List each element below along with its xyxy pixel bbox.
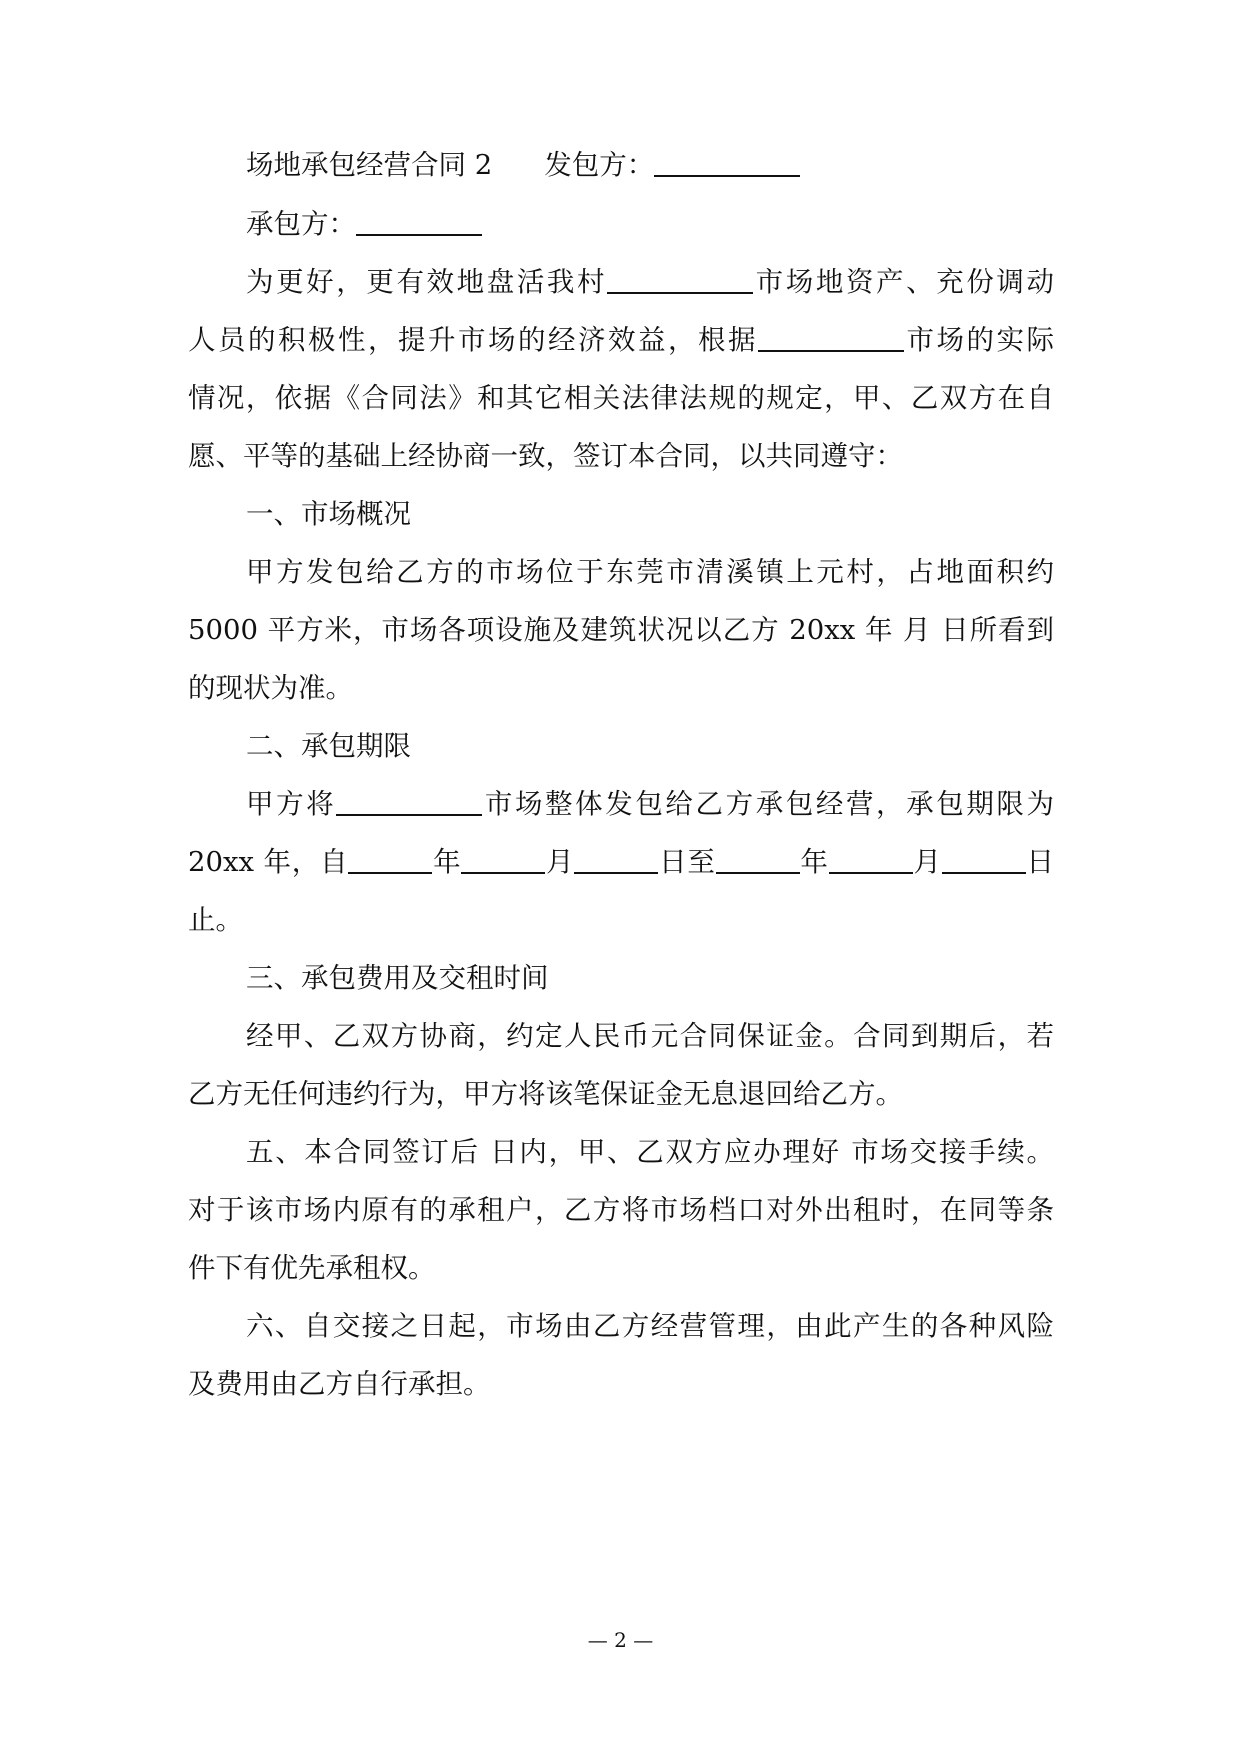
section-heading-3: 三、承包费用及交租时间 bbox=[246, 962, 549, 994]
party-b-line bbox=[246, 204, 482, 244]
year-label: 年 bbox=[799, 846, 829, 878]
section1-line-1: 甲方发包给乙方的市场位于东莞市清溪镇上元村，占地面积约 bbox=[246, 556, 1054, 588]
section-heading-2: 二、承包期限 bbox=[246, 730, 411, 762]
section5-line-2: 对于该市场内原有的承租户，乙方将市场档口对外出租时，在同等条 bbox=[188, 1194, 1054, 1226]
preamble-line-2 bbox=[188, 320, 1054, 360]
market-blank bbox=[758, 324, 904, 352]
party-a-label: 发包方： bbox=[544, 149, 655, 181]
end-year-blank bbox=[716, 846, 800, 874]
section5-line-3: 件下有优先承租权。 bbox=[188, 1252, 436, 1284]
party-b-blank bbox=[356, 208, 482, 236]
section2-line-3: 止。 bbox=[188, 904, 243, 936]
month-label: 月 bbox=[545, 846, 575, 878]
start-day-blank bbox=[574, 846, 658, 874]
end-day-blank bbox=[942, 846, 1026, 874]
section3-line-1: 经甲、乙双方协商，约定人民币元合同保证金。合同到期后，若 bbox=[246, 1020, 1054, 1052]
month-label: 月 bbox=[912, 846, 942, 878]
end-month-blank bbox=[829, 846, 913, 874]
preamble-line-3: 情况，依据《合同法》和其它相关法律法规的规定，甲、乙双方在自 bbox=[188, 382, 1054, 414]
day-label: 日 bbox=[1025, 846, 1054, 878]
village-blank bbox=[607, 266, 753, 294]
preamble-text: 市场地资产、充份调动 bbox=[753, 266, 1055, 298]
section6-line-1: 六、自交接之日起，市场由乙方经营管理，由此产生的各种风险 bbox=[246, 1310, 1054, 1342]
section1-line-2: 5000 平方米，市场各项设施及建筑状况以乙方 20xx 年 月 日所看到 bbox=[188, 614, 1054, 646]
section1-line-3: 的现状为准。 bbox=[188, 672, 353, 704]
party-a-blank bbox=[654, 149, 800, 177]
start-month-blank bbox=[461, 846, 545, 874]
preamble-line-1 bbox=[246, 262, 1054, 302]
section5-line-1: 五、本合同签订后 日内，甲、乙双方应办理好 市场交接手续。 bbox=[246, 1136, 1054, 1168]
year-label: 年 bbox=[432, 846, 462, 878]
section3-line-2: 乙方无任何违约行为，甲方将该笔保证金无息退回给乙方。 bbox=[188, 1078, 903, 1110]
start-year-blank bbox=[348, 846, 432, 874]
section2-text: 20xx 年，自 bbox=[188, 846, 349, 878]
page-number: — 2 — bbox=[587, 1628, 654, 1652]
section2-line-1 bbox=[246, 784, 1054, 824]
section-heading-1: 一、市场概况 bbox=[246, 498, 411, 530]
section2-line-2 bbox=[188, 842, 1054, 882]
preamble-line-4: 愿、平等的基础上经协商一致，签订本合同，以共同遵守： bbox=[188, 440, 903, 472]
day-to-label: 日至 bbox=[658, 846, 716, 878]
market-name-blank bbox=[336, 788, 482, 816]
preamble-text: 人员的积极性，提升市场的经济效益，根据 bbox=[188, 324, 758, 356]
section2-text: 甲方将 bbox=[246, 788, 337, 820]
section6-line-2: 及费用由乙方自行承担。 bbox=[188, 1368, 491, 1400]
party-b-label: 承包方： bbox=[246, 208, 356, 240]
contract-title: 场地承包经营合同 2 bbox=[246, 149, 493, 181]
section2-text: 市场整体发包给乙方承包经营，承包期限为 bbox=[482, 788, 1055, 820]
preamble-text: 为更好，更有效地盘活我村 bbox=[246, 266, 608, 298]
title-line bbox=[246, 145, 800, 185]
preamble-text: 市场的实际 bbox=[904, 324, 1054, 356]
